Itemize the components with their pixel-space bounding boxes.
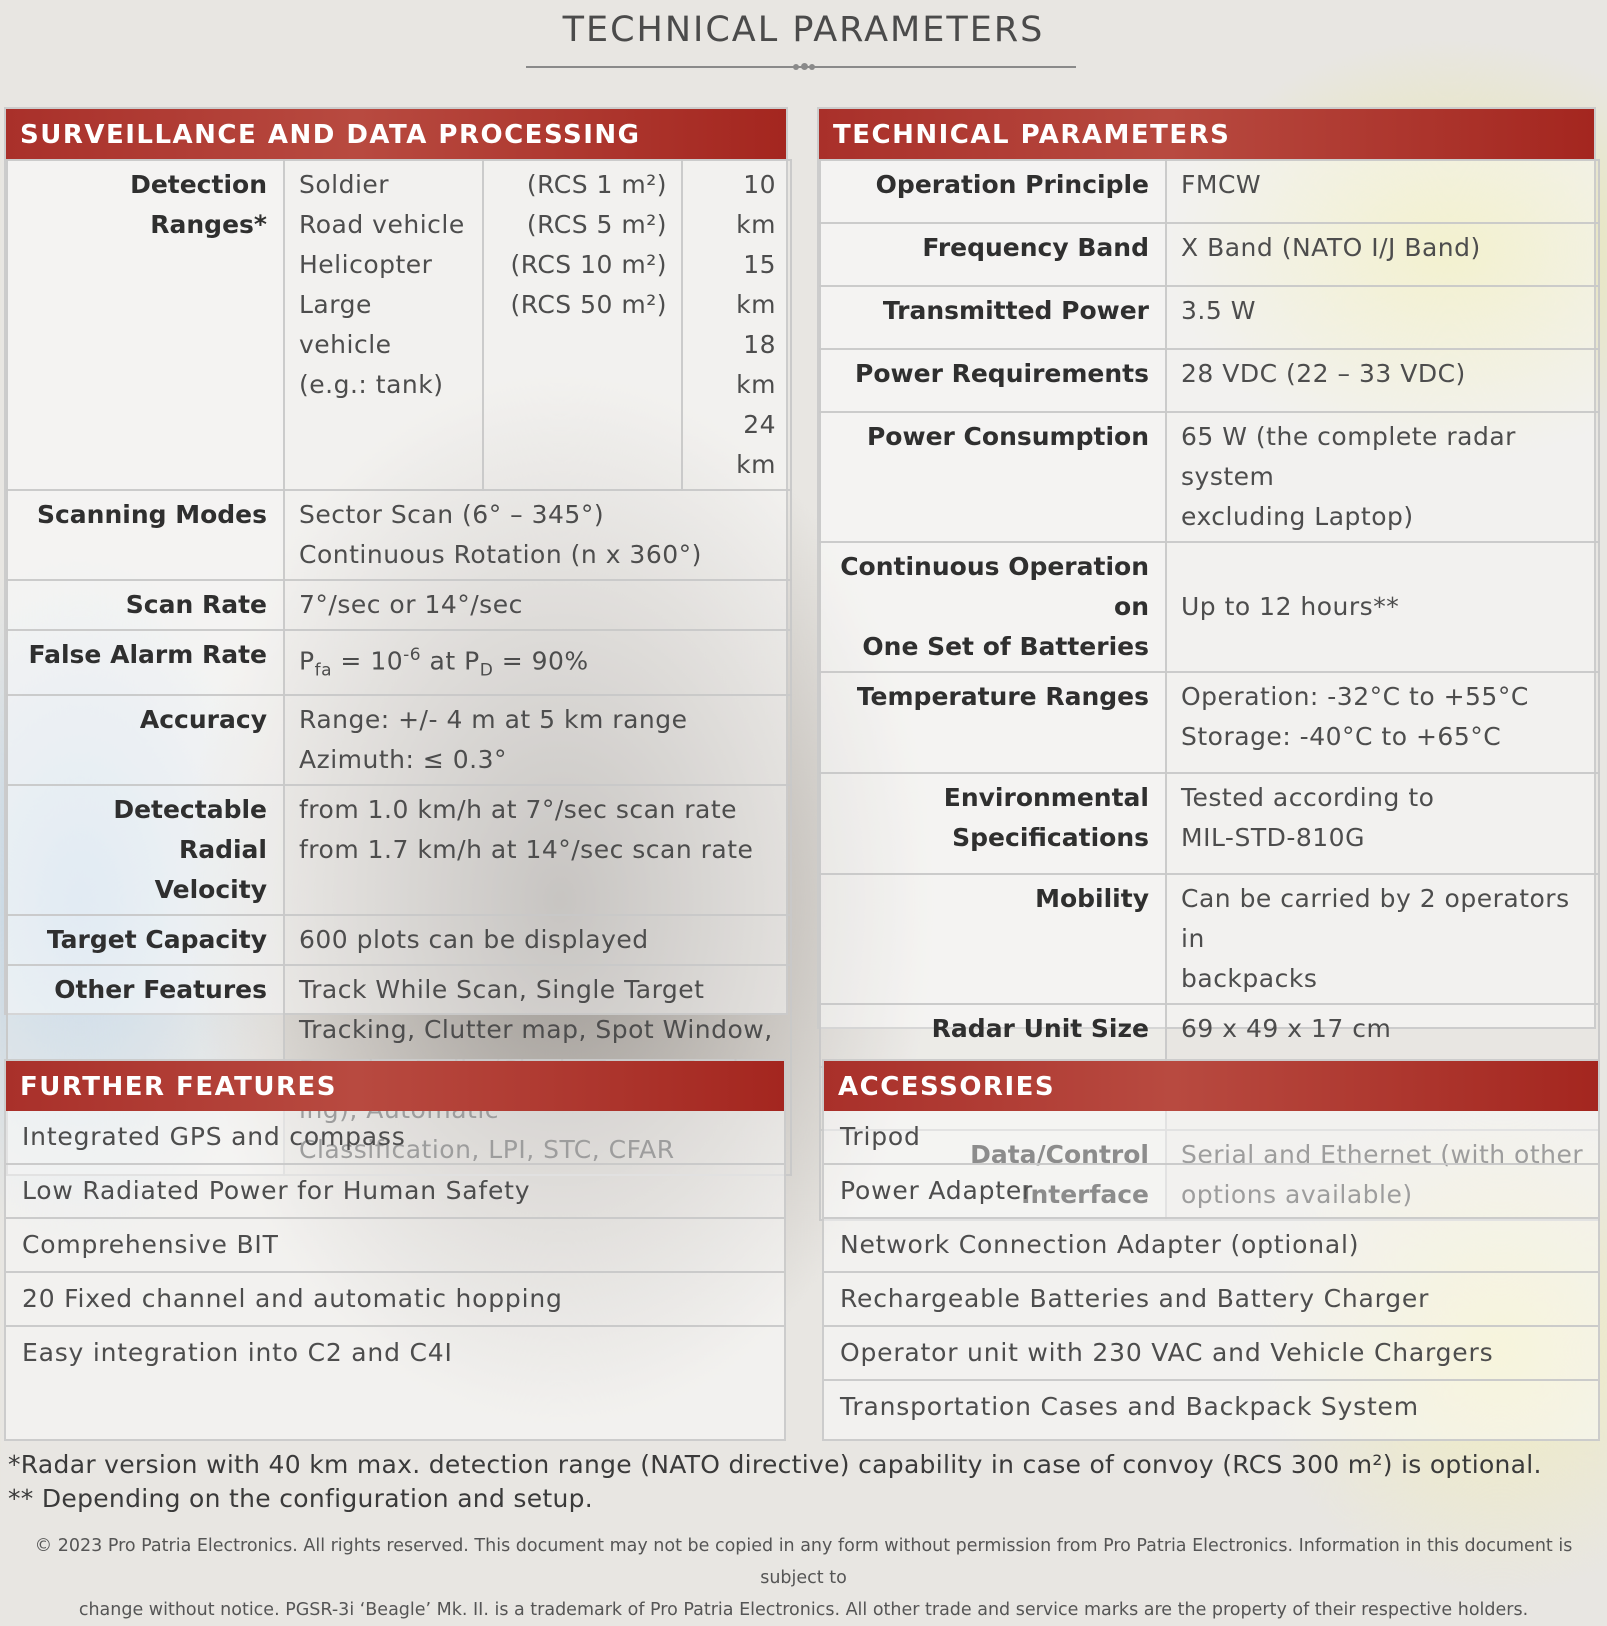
table-row xyxy=(820,412,1599,542)
parameter-label xyxy=(820,223,1166,286)
formula-part: at P xyxy=(421,646,480,676)
value-line: Tracking, Clutter map, Spot Window, xyxy=(299,1015,773,1045)
formula-sub: fa xyxy=(314,660,332,681)
false-alarm-label: False Alarm Rate xyxy=(7,630,284,695)
detection-ranges-label: Detection Ranges* xyxy=(7,160,284,490)
value-line: 69 x 49 x 17 cm xyxy=(1181,1014,1392,1043)
parameter-value xyxy=(1166,160,1599,223)
parameter-value xyxy=(1166,773,1599,874)
target-rcs-cell xyxy=(483,160,682,490)
false-alarm-value xyxy=(284,630,791,695)
table-row xyxy=(820,223,1599,286)
parameter-label xyxy=(820,542,1166,672)
value-line: MIL-STD-810G xyxy=(1181,823,1365,852)
scanning-modes-value xyxy=(284,490,791,580)
table-row xyxy=(7,785,791,915)
scanning-modes-label: Scanning Modes xyxy=(7,490,284,580)
label-line: Detectable Radial xyxy=(113,795,267,865)
target-rcs: (RCS 5 m²) xyxy=(526,210,667,239)
parameter-label xyxy=(820,672,1166,773)
further-features-panel xyxy=(4,1059,786,1441)
accuracy-value xyxy=(284,695,791,785)
parameter-label xyxy=(820,874,1166,1004)
value-line: from 1.0 km/h at 7°/sec scan rate xyxy=(299,795,738,825)
target-range-cell xyxy=(682,160,791,490)
table-row xyxy=(820,349,1599,412)
table-row xyxy=(820,286,1599,349)
target-range: 24 km xyxy=(736,410,776,479)
label-line: Specifications xyxy=(952,823,1149,852)
table-row xyxy=(820,672,1599,773)
list-item: Operator unit with 230 VAC and Vehicle Chargers xyxy=(824,1327,1598,1381)
table-row xyxy=(820,773,1599,874)
parameter-value xyxy=(1166,223,1599,286)
label-line: Data/Control Interface xyxy=(970,1140,1149,1209)
value-line: Up to 12 hours** xyxy=(1181,592,1400,621)
scan-rate-label: Scan Rate xyxy=(7,580,284,630)
target-range: 10 km xyxy=(736,170,776,239)
footnote-1: *Radar version with 40 km max. detection range (NATO directive) capability in case of convoy (RCS 300 m²) is optional. xyxy=(8,1450,1542,1479)
list-item: Transportation Cases and Backpack System xyxy=(840,1392,1419,1421)
page-title: TECHNICAL PARAMETERS xyxy=(562,10,1045,50)
target-range: 18 km xyxy=(736,330,776,399)
parameter-value xyxy=(1166,286,1599,349)
list-item: Tripod xyxy=(824,1111,1598,1165)
parameter-label xyxy=(820,773,1166,874)
copyright-notice xyxy=(22,1530,1585,1626)
label-line: Operation Principle xyxy=(875,170,1149,199)
table-row xyxy=(820,874,1599,1004)
table-row xyxy=(7,915,791,965)
label-line: Transmitted Power xyxy=(882,296,1149,325)
list-item: Comprehensive BIT xyxy=(6,1219,784,1273)
target-range: 15 km xyxy=(736,250,776,319)
copyright-line: © 2023 Pro Patria Electronics. All rights reserved. This document may not be copied in any form without permission from Pro Patria Electronics. Information in this document is subject to xyxy=(34,1536,1573,1588)
label-line: Frequency Band xyxy=(922,233,1149,262)
target-names-cell xyxy=(284,160,483,490)
parameter-value xyxy=(1166,542,1599,672)
parameter-label xyxy=(820,349,1166,412)
accessories-header: ACCESSORIES xyxy=(824,1061,1598,1111)
table-row xyxy=(820,1004,1599,1067)
table-row xyxy=(7,490,791,580)
label-line: Environmental xyxy=(943,783,1149,812)
label-line: Radar Unit Size xyxy=(931,1014,1149,1043)
divider-ornament-icon xyxy=(793,62,815,72)
label-line: Continuous Operation on xyxy=(840,552,1149,621)
list-item: 20 Fixed channel and automatic hopping xyxy=(6,1273,784,1327)
target-rcs: (RCS 50 m²) xyxy=(510,290,667,319)
accuracy-label: Accuracy xyxy=(7,695,284,785)
target-rcs: (RCS 1 m²) xyxy=(526,170,667,199)
value-line: Operation: -32°C to +55°C xyxy=(1181,682,1529,711)
value-line: 28 VDC (22 – 33 VDC) xyxy=(1181,359,1466,388)
label-line: Power Requirements xyxy=(855,359,1149,388)
parameter-value xyxy=(1166,874,1599,1004)
list-item: Power Adapter xyxy=(824,1165,1598,1219)
parameter-label xyxy=(820,1004,1166,1067)
parameter-label xyxy=(820,286,1166,349)
value-line: Can be carried by 2 operators in xyxy=(1181,884,1570,953)
table-row xyxy=(7,630,791,695)
target-rcs: (RCS 10 m²) xyxy=(510,250,667,279)
technical-header: TECHNICAL PARAMETERS xyxy=(819,109,1594,159)
value-line: Continuous Rotation (n x 360°) xyxy=(299,540,702,569)
other-features-label: Other Features xyxy=(7,965,284,1175)
value-line: Serial and Ethernet (with other xyxy=(1181,1140,1584,1169)
value-line: Classification, LPI, STC, CFAR xyxy=(299,1135,675,1165)
value-line: Track While Scan, Single Target xyxy=(299,975,705,1005)
label-line: Temperature Ranges xyxy=(856,682,1149,711)
value-line: Tested according to xyxy=(1181,783,1435,812)
target-name: (e.g.: tank) xyxy=(299,370,444,399)
value-line: Storage: -40°C to +65°C xyxy=(1181,722,1502,751)
scan-rate-value: 7°/sec or 14°/sec xyxy=(284,580,791,630)
value-line: Sector Scan (6° – 345°) xyxy=(299,500,605,529)
list-item: Integrated GPS and compass xyxy=(6,1111,784,1165)
value-line: X Band (NATO I/J Band) xyxy=(1181,233,1481,262)
list-item: Easy integration into C2 and C4I xyxy=(22,1338,453,1367)
target-name: Road vehicle xyxy=(299,210,465,239)
parameter-label xyxy=(820,412,1166,542)
list-item: Network Connection Adapter (optional) xyxy=(824,1219,1598,1273)
value-line: 3.5 W xyxy=(1181,296,1256,325)
table-row xyxy=(7,695,791,785)
parameter-value xyxy=(1166,412,1599,542)
parameter-value xyxy=(1166,349,1599,412)
label-line: Mobility xyxy=(1035,884,1149,913)
surveillance-header: SURVEILLANCE AND DATA PROCESSING xyxy=(6,109,786,159)
target-capacity-label: Target Capacity xyxy=(7,915,284,965)
radial-velocity-label xyxy=(7,785,284,915)
target-capacity-value: 600 plots can be displayed xyxy=(284,915,791,965)
parameter-value xyxy=(1166,672,1599,773)
copyright-line: change without notice. PGSR-3i ‘Beagle’ Mk. II. is a trademark of Pro Patria Electronics. All other trade and service marks are the property of their respective holders. xyxy=(78,1600,1529,1620)
parameter-label xyxy=(820,160,1166,223)
formula-sub: D xyxy=(479,660,494,681)
formula-sup: -6 xyxy=(403,645,422,665)
list-item: Rechargeable Batteries and Battery Charger xyxy=(824,1273,1598,1327)
value-line: 65 W (the complete radar system xyxy=(1181,422,1516,491)
value-line: Azimuth: ≤ 0.3° xyxy=(299,745,508,775)
accessories-panel xyxy=(822,1059,1600,1441)
radial-velocity-value xyxy=(284,785,791,915)
value-line: excluding Laptop) xyxy=(1181,502,1414,531)
value-line: options available) xyxy=(1181,1180,1413,1209)
table-row xyxy=(7,160,791,490)
value-line: backpacks xyxy=(1181,964,1318,993)
surveillance-table xyxy=(6,159,792,1176)
label-line: Velocity xyxy=(154,875,267,905)
table-row xyxy=(7,580,791,630)
further-features-header: FURTHER FEATURES xyxy=(6,1061,784,1111)
label-line: One Set of Batteries xyxy=(862,632,1149,661)
formula-part: = 10 xyxy=(331,646,404,676)
label-line: Power Consumption xyxy=(866,422,1149,451)
formula-part: P xyxy=(299,646,315,676)
list-item: Low Radiated Power for Human Safety xyxy=(6,1165,784,1219)
table-row xyxy=(820,542,1599,672)
target-name: Helicopter xyxy=(299,250,433,279)
target-name: Large vehicle xyxy=(299,290,392,359)
parameter-value xyxy=(1166,1004,1599,1067)
footnote-2: ** Depending on the configuration and setup. xyxy=(8,1484,594,1513)
target-name: Soldier xyxy=(299,170,390,199)
formula-part: = 90% xyxy=(493,646,589,676)
table-row xyxy=(820,160,1599,223)
value-line: from 1.7 km/h at 14°/sec scan rate xyxy=(299,835,754,865)
value-line: FMCW xyxy=(1181,170,1262,199)
value-line: Range: +/- 4 m at 5 km range xyxy=(299,705,688,735)
